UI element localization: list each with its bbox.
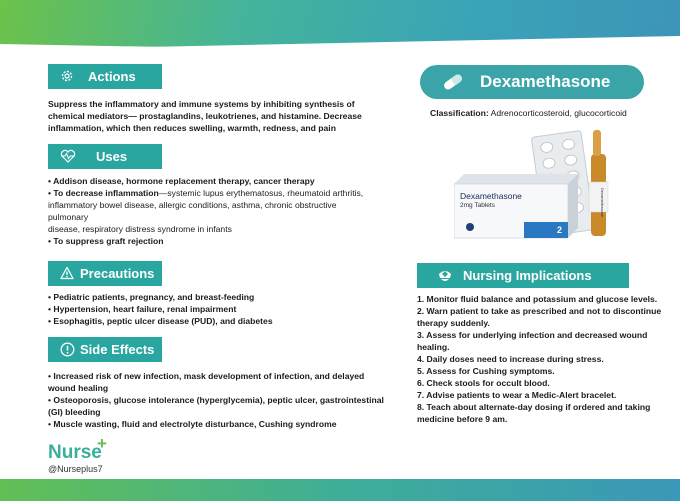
product-image [454,124,619,242]
alert-circle-icon [60,342,75,357]
brand-logo-plus: + [97,434,107,453]
precautions-text [48,291,378,327]
uses-item-cont: inflammatory bowel disease, allergic conditions, asthma, chronic obstructive [48,200,337,210]
nurse-cap-icon [437,268,453,283]
uses-title: Uses [96,149,128,164]
side-effects-line: • Osteoporosis, glucose intolerance (hyperglycemia), peptic ulcer, gastrointestinal [48,395,384,405]
side-effects-line: (GI) bleeding [48,407,101,417]
heartbeat-icon [60,149,76,163]
nursing-line: healing. [417,342,450,352]
gear-icon [60,69,74,83]
actions-line: chemical mediators— prostaglandins, leukotrienes, and histamine. Decrease [48,111,362,121]
actions-title: Actions [88,69,136,84]
drug-name-badge [420,65,644,99]
uses-item-rest: —systemic lupus erythematosus, rheumatoid arthritis, [158,188,364,198]
uses-item-cont: disease, respiratory distress syndrome in infants [48,224,232,234]
actions-text [48,98,378,134]
actions-header [48,64,162,89]
nursing-line: therapy suddenly. [417,318,490,328]
classification-label: Classification: [430,108,489,118]
bottom-banner [0,479,680,501]
uses-item-cont: pulmonary [48,212,89,222]
uses-item-bold: • To decrease inflammation [48,188,159,198]
nursing-line: 7. Advise patients to wear a Medic-Alert bracelet. [417,390,617,400]
capsule-icon [442,73,464,91]
precautions-item: • Pediatric patients, pregnancy, and breast-feeding [48,292,255,302]
classification [430,108,627,118]
side-effects-line: • Muscle wasting, fluid and electrolyte disturbance, Cushing syndrome [48,419,337,429]
nursing-header [417,263,629,288]
box-drug-name: Dexamethasone [460,191,522,201]
actions-line: Suppress the inflammatory and immune systems by inhibiting synthesis of [48,99,355,109]
nursing-line: 3. Assess for underlying infection and decreased wound [417,330,648,340]
nursing-line: 8. Teach about alternate-day dosing if ordered and taking [417,402,651,412]
precautions-item: • Hypertension, heart failure, renal impairment [48,304,237,314]
nursing-line: 5. Assess for Cushing symptoms. [417,366,555,376]
nursing-line: 2. Warn patient to take as prescribed and not to discontinue [417,306,662,316]
precautions-item: • Esophagitis, peptic ulcer disease (PUD), and diabetes [48,316,273,326]
actions-line: inflammation, which then reduces swelling, warmth, redness, and pain [48,123,336,133]
box-corner-text: 2 [557,225,563,235]
uses-header [48,144,162,169]
drug-name: Dexamethasone [480,72,611,91]
uses-item [48,187,388,199]
side-effects-line: wound healing [48,383,109,393]
nursing-line: 6. Check stools for occult blood. [417,378,550,388]
box-strength: 2mg Tablets [460,202,495,209]
uses-text [48,175,388,247]
product-illustration [454,124,619,242]
side-effects-header [48,337,162,362]
brand-handle: @Nurseplus7 [48,464,103,474]
classification-value: Adrenocorticosteroid, glucocorticoid [490,108,627,118]
precautions-title: Precautions [80,266,155,281]
side-effects-line: • Increased risk of new infection, mask development of infection, and delayed [48,371,365,381]
nursing-line: 1. Monitor fluid balance and potassium and glucose levels. [417,294,658,304]
uses-item: • Addison disease, hormone replacement therapy, cancer therapy [48,176,315,186]
nursing-line: medicine before 9 am. [417,414,508,424]
nursing-line: 4. Daily doses need to increase during stress. [417,354,604,364]
uses-item: • To suppress graft rejection [48,236,164,246]
ampoule-label: Dexamethasone [600,188,605,218]
nursing-title: Nursing Implications [463,268,592,283]
side-effects-title: Side Effects [80,342,155,357]
top-banner-white-wedge [0,0,680,50]
warning-icon [60,266,74,280]
brand-logo: Nurse [48,442,102,463]
side-effects-text [48,370,388,430]
nursing-text [417,293,667,425]
precautions-header [48,261,162,286]
